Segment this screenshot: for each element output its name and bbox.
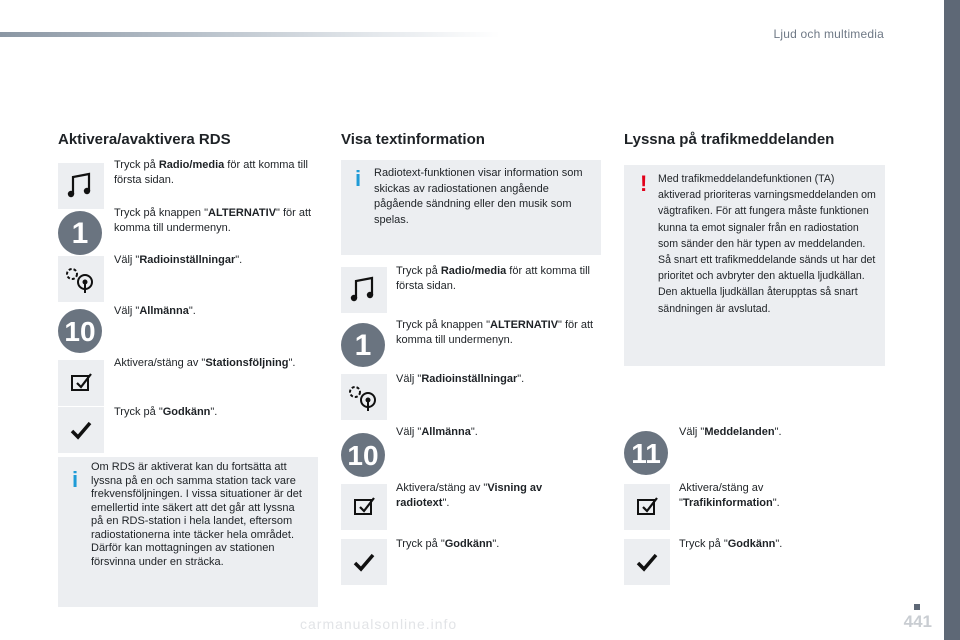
section-label: Ljud och multimedia: [773, 27, 884, 41]
col1-step-1: Tryck på Radio/media för att komma till första sidan.: [114, 159, 308, 186]
music-note-icon: [58, 163, 104, 209]
step-number-11-text: 11: [631, 438, 661, 469]
step-number-1-icon: [57, 210, 103, 256]
radio-settings-icon: [341, 374, 387, 420]
header-accent-bar: [0, 32, 500, 37]
col1-heading: Aktivera/avaktivera RDS: [58, 131, 231, 148]
page-marker: [914, 604, 920, 610]
col3-step-2: Aktivera/stäng av "Trafikinformation".: [679, 482, 780, 509]
col2-heading: Visa textinformation: [341, 131, 485, 148]
rds-info-text: Om RDS är aktiverat kan du fortsätta att lyssna på en och samma station tack vare frekvensföljningen. I vissa situationer är det emellertid inte säkert att det går att lyssna på en RDS-station i hela landet, eftersom radiostationerna inte täcker hela området. Därför kan mottagningen av stationen försvinna under en sträcka.: [91, 461, 302, 568]
warning-icon: !: [640, 171, 648, 196]
music-note-icon: [341, 267, 387, 313]
info-icon: i: [355, 166, 362, 191]
checkbox-icon: [624, 484, 670, 530]
col2-step-6: Tryck på "Godkänn".: [396, 538, 500, 550]
check-icon: [624, 539, 670, 585]
col1-step-6: Tryck på "Godkänn".: [114, 406, 218, 418]
step-number-10-icon: [57, 308, 103, 354]
check-icon: [341, 539, 387, 585]
col2-step-5: Aktivera/stäng av "Visning av radiotext".: [396, 482, 543, 509]
radiotext-info-box: [341, 160, 601, 255]
radiotext-info-text: Radiotext-funktionen visar information som skickas av radiostationen angående pågående sändning eller den musik som spelas.: [374, 167, 583, 226]
col1-step-5: Aktivera/stäng av "Stationsföljning".: [114, 357, 296, 369]
col3-step-1: Välj "Meddelanden".: [679, 426, 782, 438]
col3-step-3: Tryck på "Godkänn".: [679, 538, 783, 550]
watermark: carmanualsonline.info: [300, 616, 458, 632]
col2-step-1: Tryck på Radio/media för att komma till första sidan.: [396, 265, 590, 292]
traffic-warning-box: [624, 165, 885, 366]
checkbox-icon: [58, 360, 104, 406]
step-number-1-text: 1: [354, 329, 372, 362]
col3-heading: Lyssna på trafikmeddelanden: [624, 131, 835, 148]
checkbox-icon: [341, 484, 387, 530]
col1-step-4: Välj "Allmänna".: [114, 305, 196, 317]
step-number-10-text: 10: [347, 440, 379, 471]
rds-info-box: [58, 457, 318, 607]
step-number-10-icon: [340, 432, 386, 478]
info-icon: i: [72, 467, 79, 492]
col2-step-3: Välj "Radioinställningar".: [396, 373, 525, 385]
radio-settings-icon: [58, 256, 104, 302]
step-number-1-text: 1: [71, 217, 89, 250]
step-number-1-icon: [340, 322, 386, 368]
page-edge-bar: [944, 0, 960, 640]
col1-step-2: Tryck på knappen "ALTERNATIV" för att komma till undermenyn.: [114, 207, 312, 234]
check-icon: [58, 407, 104, 453]
col1-step-3: Välj "Radioinställningar".: [114, 254, 243, 266]
traffic-warning-text: Med trafikmeddelandefunktionen (TA) aktiverad prioriteras varningsmeddelanden om vägtrafiken. För att fungera måste funktionen kunna ta emot signaler från en radiostation som sänder den här typen av meddelanden. Så snart ett trafikmeddelande sänds ut har det prioritet och avbryter den aktuella ljudkällan. Den aktuella ljudkällan återupptas så snart sändningen är avslutad.: [658, 173, 876, 315]
step-number-11-icon: [623, 430, 669, 476]
col2-step-2: Tryck på knappen "ALTERNATIV" för att komma till undermenyn.: [396, 319, 594, 346]
col2-step-4: Välj "Allmänna".: [396, 426, 478, 438]
page-number: 441: [903, 612, 932, 631]
step-number-10-text: 10: [64, 316, 96, 347]
